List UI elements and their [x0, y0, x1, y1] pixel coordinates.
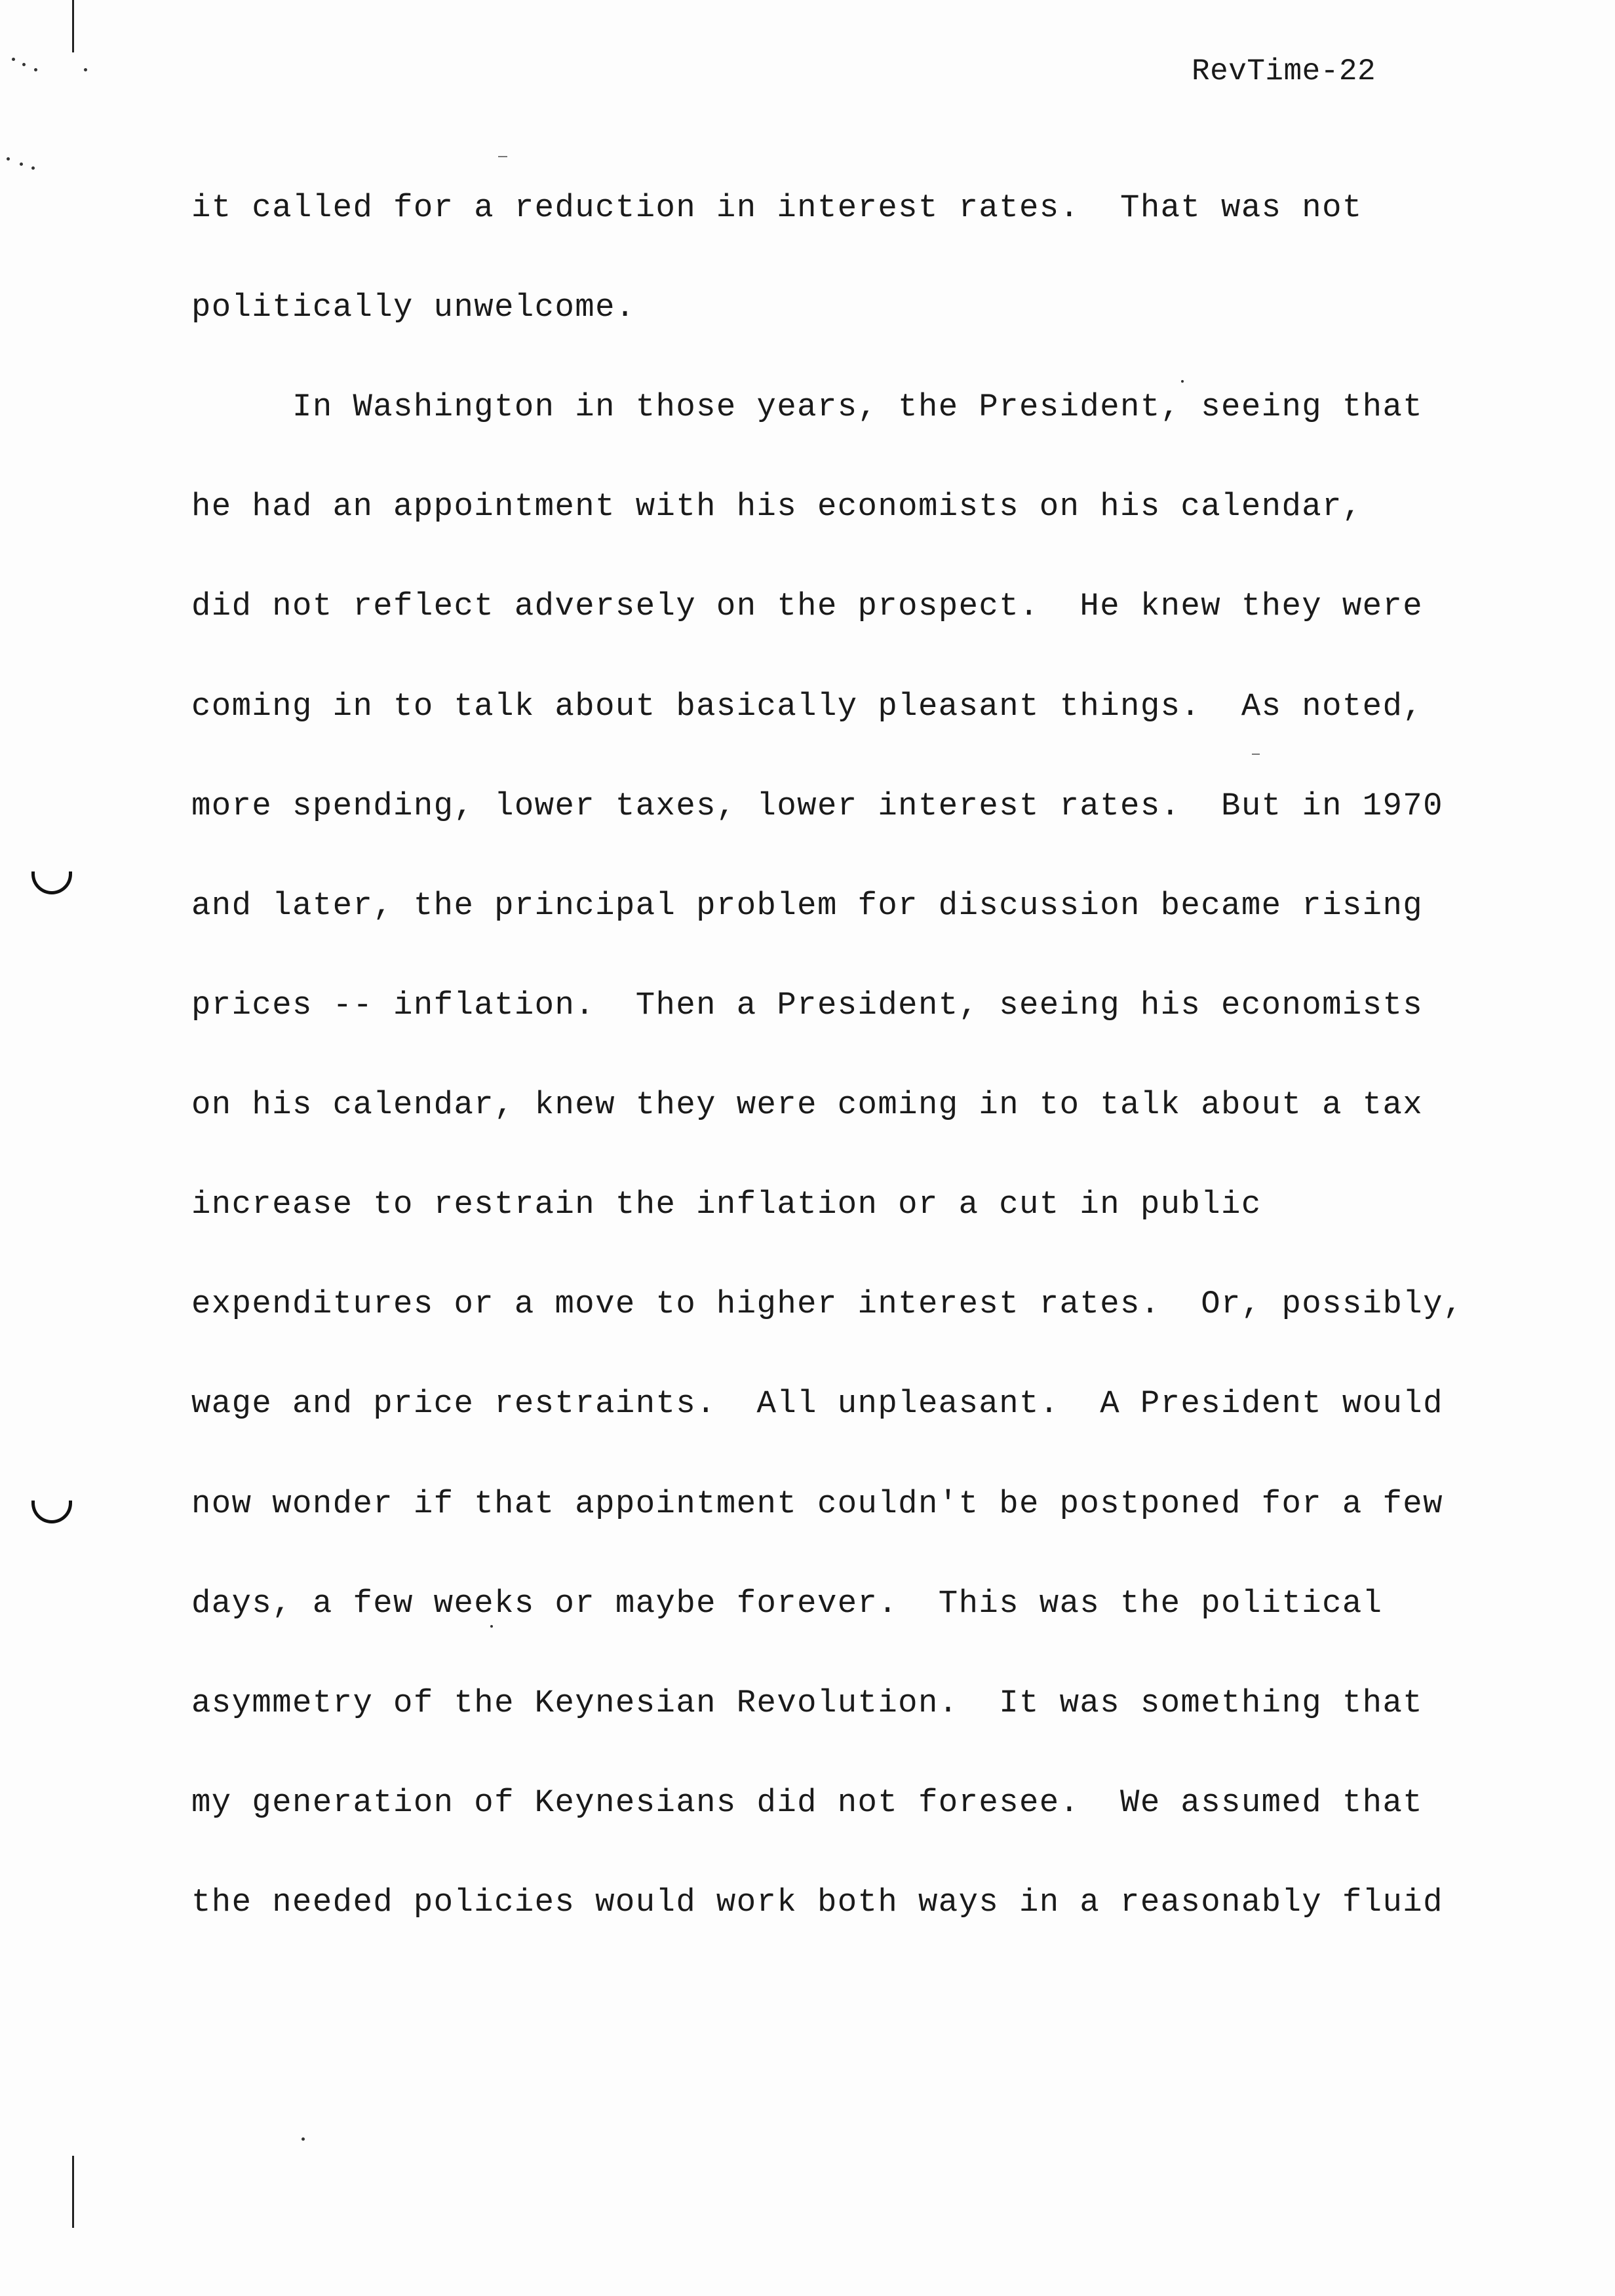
text-line: and later, the principal problem for discussion became rising: [191, 887, 1424, 924]
scan-dash: [498, 156, 507, 157]
text-line: more spending, lower taxes, lower interest rates. But in 1970: [191, 788, 1443, 824]
scan-speck: [34, 68, 37, 71]
text-line: on his calendar, knew they were coming in to talk about a tax: [191, 1086, 1424, 1123]
scan-speck: [31, 166, 35, 170]
text-line: increase to restrain the inflation or a cut in public: [191, 1186, 1262, 1223]
scan-speck: [20, 163, 23, 166]
binder-hole-mark: [31, 1501, 72, 1523]
text-line: prices -- inflation. Then a President, seeing his economists: [191, 987, 1424, 1024]
text-line: it called for a reduction in interest rates. That was not: [191, 189, 1363, 226]
text-line: he had an appointment with his economists on his calendar,: [191, 488, 1363, 525]
text-line: did not reflect adversely on the prospect. He knew they were: [191, 588, 1424, 624]
text-line: coming in to talk about basically pleasant things. As noted,: [191, 688, 1424, 725]
text-line: wage and price restraints. All unpleasant. A President would: [191, 1385, 1443, 1422]
scan-speck: [302, 2137, 305, 2141]
text-line: expenditures or a move to higher interest rates. Or, possibly,: [191, 1286, 1464, 1322]
scan-dash: [1252, 754, 1260, 755]
text-line: politically unwelcome.: [191, 289, 636, 326]
text-line: my generation of Keynesians did not foresee. We assumed that: [191, 1784, 1424, 1821]
scan-speck: [84, 68, 87, 71]
margin-line-top: [72, 0, 74, 52]
text-line: now wonder if that appointment couldn't be postponed for a few: [191, 1485, 1443, 1522]
text-line: asymmetry of the Keynesian Revolution. It was something that: [191, 1685, 1424, 1721]
margin-line-bottom: [72, 2156, 74, 2228]
page-header: RevTime-22: [1192, 54, 1376, 88]
text-line: days, a few weeks or maybe forever. This was the political: [191, 1585, 1383, 1622]
binder-hole-mark: [31, 871, 72, 894]
scan-speck: [22, 63, 26, 66]
scan-speck: [12, 58, 15, 61]
scan-speck: [1181, 380, 1184, 383]
text-line: In Washington in those years, the President, seeing that: [191, 389, 1424, 425]
scan-speck: [490, 1625, 493, 1628]
scan-speck: [7, 157, 10, 161]
text-line: the needed policies would work both ways in a reasonably fluid: [191, 1884, 1443, 1921]
